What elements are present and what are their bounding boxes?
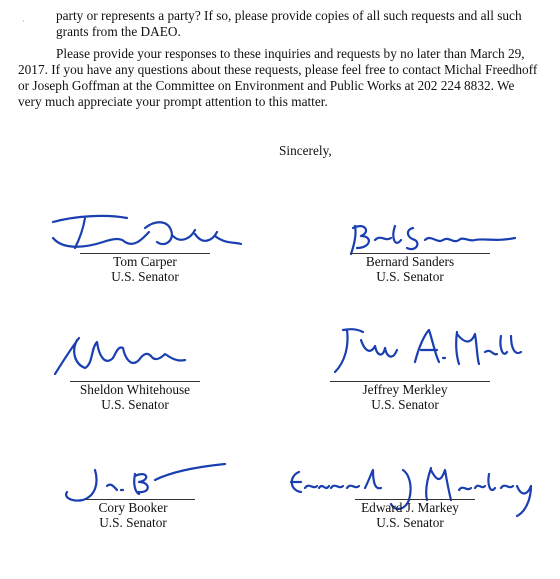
- closing-sincerely: Sincerely,: [279, 143, 332, 158]
- signatory-name: Edward J. Markey: [361, 500, 459, 515]
- paragraph-response-deadline: Please provide your responses to these inquiries and requests by no later than March 29, 2017. If you have any questions about these requests, please feel free to contact Michal Freedhoff or Joseph Goffman at the Committee on Environment and Public Works at 202 224 8832. We very much appreciate your prompt attention to this matter.: [18, 46, 538, 109]
- signatory-title: U.S. Senator: [101, 397, 169, 412]
- signature-tom-carper: [45, 208, 245, 258]
- signatory-title: U.S. Senator: [99, 515, 167, 530]
- paragraph-request-copies: party or represents a party? If so, please provide copies of all such requests and all such grants from the DAEO.: [56, 8, 522, 39]
- signatory-title: U.S. Senator: [376, 269, 444, 284]
- signatory-jeffrey-merkley: [305, 382, 505, 412]
- signatory-tom-carper: [45, 254, 245, 284]
- signatory-sheldon-whitehouse: [35, 382, 235, 412]
- signatory-name: Bernard Sanders: [365, 254, 455, 269]
- bullet-mark: ·: [22, 16, 25, 26]
- signatory-name: Cory Booker: [98, 500, 168, 515]
- signatory-bernard-sanders: [310, 254, 510, 284]
- signatory-name: Tom Carper: [113, 254, 177, 269]
- signatory-title: U.S. Senator: [111, 269, 179, 284]
- signatory-edward-markey: [310, 500, 510, 530]
- signatory-title: U.S. Senator: [376, 515, 444, 530]
- signature-bernard-sanders: [345, 218, 530, 258]
- signature-jeffrey-merkley: [325, 322, 525, 378]
- signatory-title: U.S. Senator: [371, 397, 439, 412]
- signature-sheldon-whitehouse: [45, 328, 195, 380]
- signatory-name: Sheldon Whitehouse: [79, 382, 191, 397]
- signatory-cory-booker: [33, 500, 233, 530]
- signatory-name: Jeffrey Merkley: [362, 382, 448, 397]
